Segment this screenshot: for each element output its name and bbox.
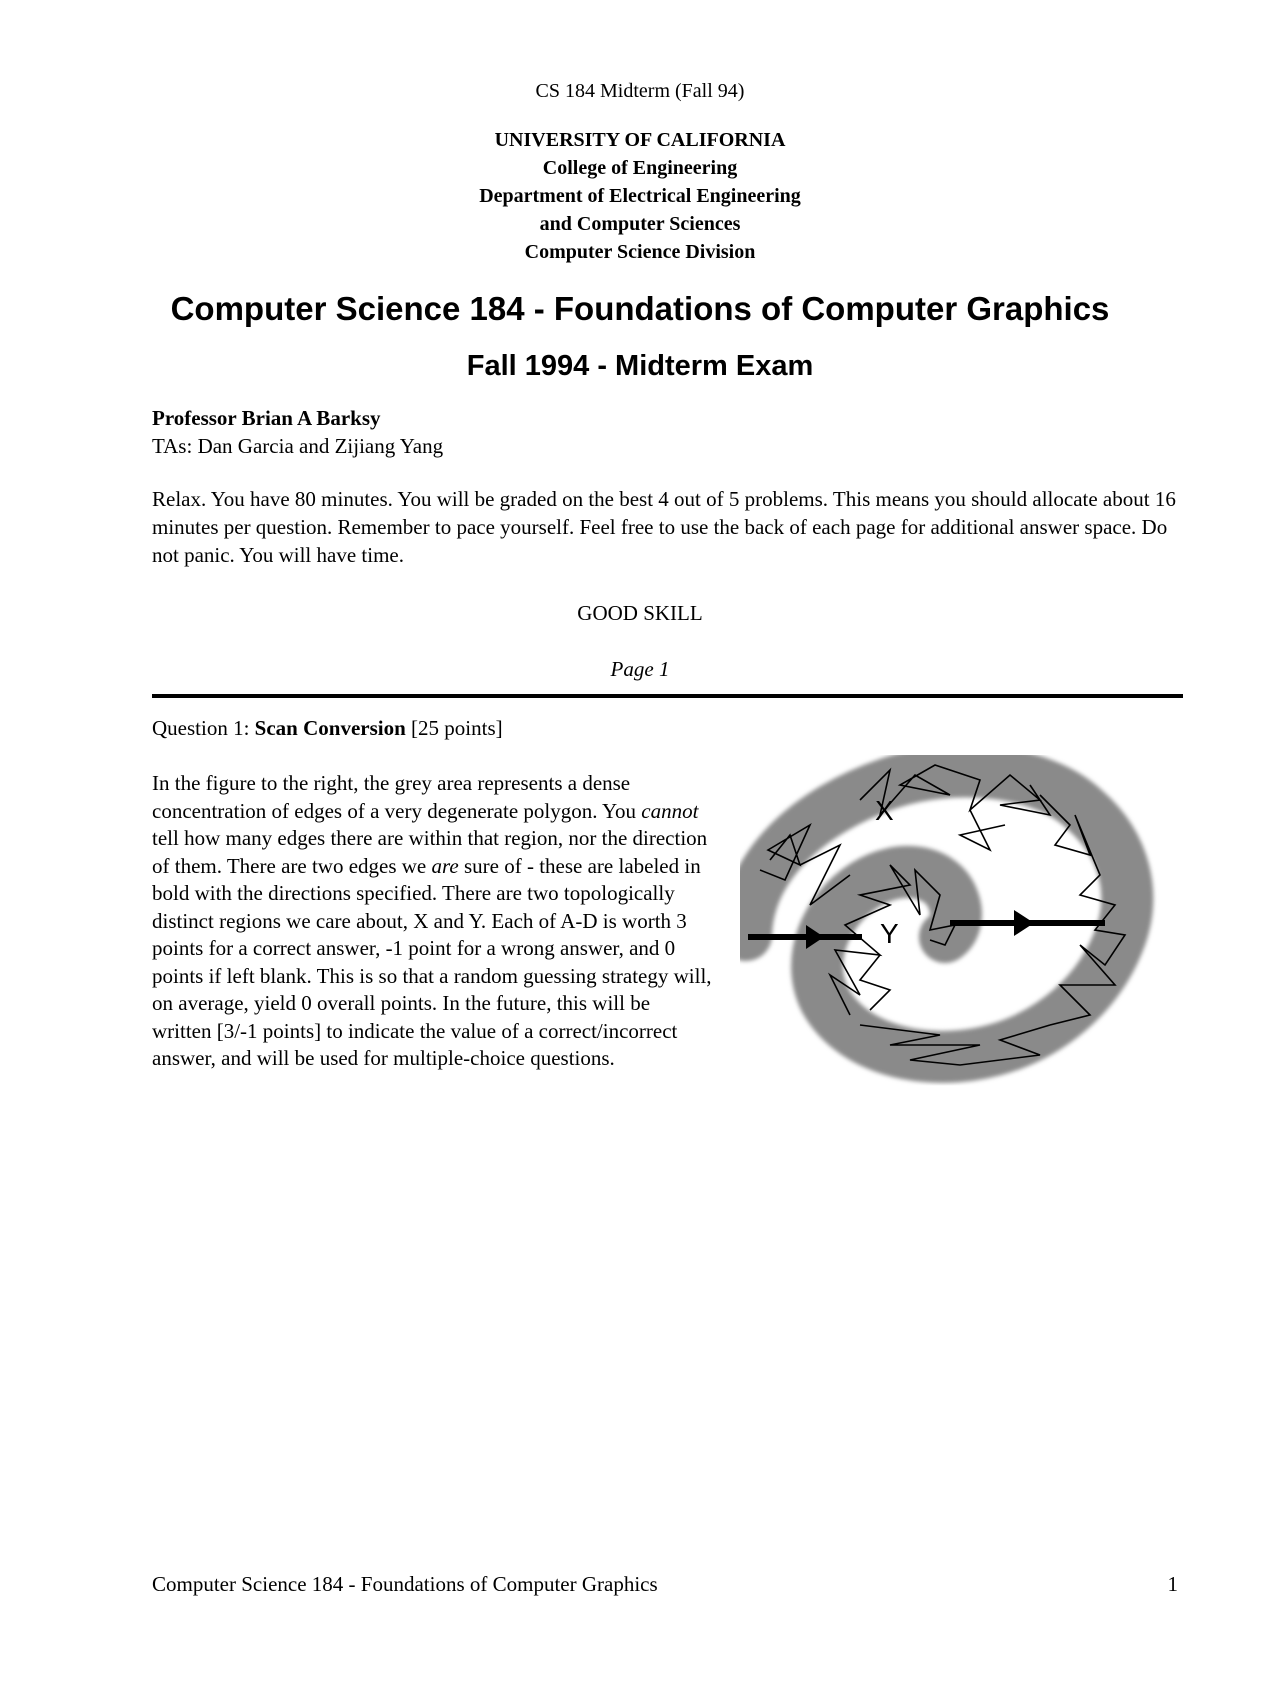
college-name: College of Engineering [542,157,738,179]
page-label: Page 1 [610,657,670,681]
exam-title: Fall 1994 - Midterm Exam [466,350,814,382]
question-prefix: Question 1: [152,716,255,740]
region-label-y: Y [880,918,899,949]
question-body-text-1: In the figure to the right, the grey area represents a dense concentration of edges of a very degenerate polygon. You [152,771,642,823]
university-name: UNIVERSITY OF CALIFORNIA [494,129,786,151]
question-body-emphasis-1: cannot [641,798,699,823]
institution-block [0,126,1280,266]
horizontal-rule [152,694,1183,698]
department-line-1: Department of Electrical Engineering [479,185,801,207]
question-heading [152,714,503,742]
question-body-text-3: sure of - these are labeled in bold with the directions specified. There are two topologically distinct regions we care about, X and Y. Each of A-D is worth 3 points for a correct answer, -1 point for a wrong answer, and 0 points if left blank. This is so that a random guessing strategy will, on average, yield 0 overall points. In the future, this will be written [3/-1 points] to indicate the value of a correct/incorrect answer, and will be used for multiple-choice questions. [152,853,712,1070]
question-body [152,770,712,1073]
course-title: Computer Science 184 - Foundations of Computer Graphics [170,290,1110,327]
ta-names: TAs: Dan Garcia and Zijiang Yang [152,434,444,458]
instructions-paragraph: Relax. You have 80 minutes. You will be graded on the best 4 out of 5 problems. This means you should allocate about 16 minutes per question. Remember to pace yourself. Feel free to use the back of each page for additional answer space. Do not panic. You will have time. [152,487,1176,567]
question-body-text-2: tell how many edges there are within that region, nor the direction of them. There are two edges we [152,826,708,878]
spiral-polygon-figure [740,755,1180,1115]
question-body-emphasis-2: are [431,853,459,878]
good-skill-text: GOOD SKILL [577,601,703,625]
region-label-x: X [875,795,894,826]
staff-block [152,404,443,460]
division-name: Computer Science Division [524,241,756,263]
footer-course-title: Computer Science 184 - Foundations of Computer Graphics [152,1572,658,1596]
department-line-2: and Computer Sciences [539,213,741,235]
question-topic: Scan Conversion [254,716,406,740]
question-points: [25 points] [405,716,503,740]
running-header: CS 184 Midterm (Fall 94) [535,80,745,102]
footer-page-number: 1 [1167,1572,1178,1596]
professor-name: Professor Brian A Barksy [152,406,381,430]
grey-edge-region [746,771,1127,1056]
